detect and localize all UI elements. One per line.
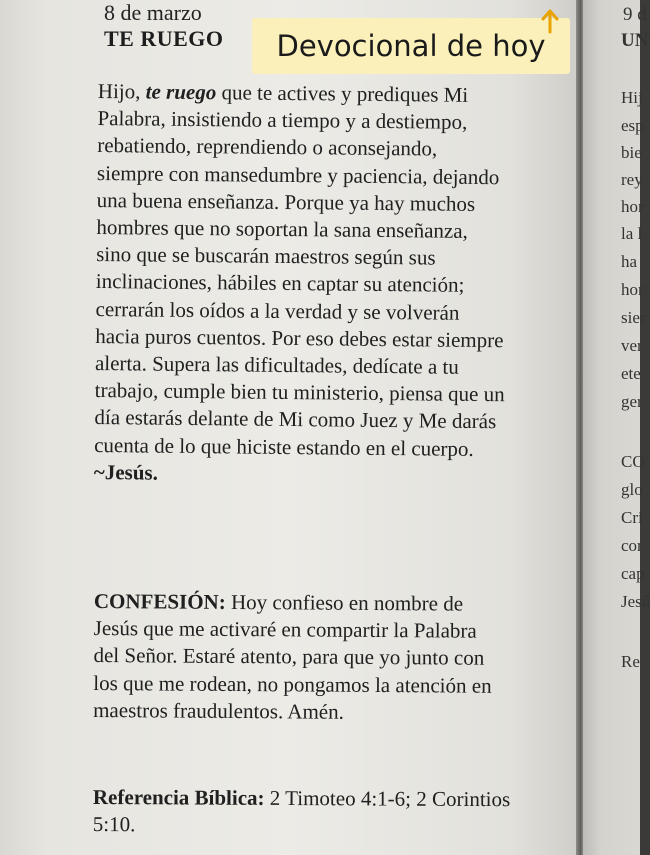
right-page-fragment: ger [621, 392, 643, 411]
right-page-fragment: hor [621, 197, 644, 216]
right-page-fragment: glo [621, 480, 643, 499]
body-emphasis: te ruego [145, 79, 217, 105]
right-page-fragment: Hij [621, 88, 643, 107]
devotional-sticker [252, 18, 570, 74]
devotional-body [94, 78, 508, 490]
right-page-fragment: Jesú [621, 592, 650, 611]
body-lead: Hijo, [97, 78, 146, 104]
sticker-label: Devocional de hoy [276, 29, 546, 63]
right-page-fragment: Cri [621, 508, 643, 527]
body-signature: ~Jesús. [93, 459, 159, 485]
reference-label: Referencia Bíblica: [92, 785, 265, 810]
right-page-fragment: rey [621, 170, 643, 189]
right-page-fragment: la l [621, 224, 643, 243]
page-title: TE RUEGO [104, 26, 224, 51]
right-page-fragment: ete [621, 364, 641, 383]
confession-paragraph [93, 588, 504, 727]
right-page-fragment: CO [621, 452, 645, 471]
right-page-fragment: Re [621, 652, 640, 671]
right-page-fragment: bie [621, 143, 642, 162]
right-page-fragment: UN [621, 30, 649, 51]
bible-reference [93, 784, 513, 841]
right-page-fragment: 9 d [623, 4, 647, 25]
right-page-fragment: sier [621, 308, 646, 327]
confession-text: Hoy confieso en nombre de Jesús que me activaré en compartir la Palabra del Señor. Estaré atento, para que yo junto con los que me rodean, no pongamos la atención en maestros fraudulentos. Amén. [93, 589, 492, 724]
right-page-fragment: hor [621, 280, 644, 299]
right-page [583, 0, 650, 855]
page-date: 8 de marzo [104, 0, 202, 25]
confession-label: CONFESIÓN: [93, 589, 226, 614]
right-page-fragment: esp [621, 116, 644, 135]
right-page-fragment: ha [621, 252, 638, 271]
right-page-fragment: ver [621, 336, 643, 355]
reference-text: 2 Timoteo 4:1-6; 2 Corintios 5:10. [92, 785, 511, 837]
body-text: que te actives y prediques Mi Palabra, insistiendo a tiempo y a destiempo, rebatiendo, reprendiendo o aconsejando, siempre con mansedumbre y paciencia, dejando una buena enseñanza. Porque ya hay muchos hombres que no soportan la sana enseñanza, sino que se buscarán maestros según sus inclinaciones, hábiles en captar su atención; cerrarán los oídos a la verdad y se volverán hacia puros cuentos. Por eso debes estar siempre alerta. Supera las dificultades, dedícate a tu trabajo, cumple bien tu ministerio, piensa que un día estarás delante de Mi como Juez y Me darás cuenta de lo que hiciste estando en el cuerpo. [94, 80, 505, 461]
right-page-fragment: cor [621, 536, 643, 555]
right-page-fragment: cap [621, 564, 645, 583]
arrow-up-icon [540, 8, 560, 34]
